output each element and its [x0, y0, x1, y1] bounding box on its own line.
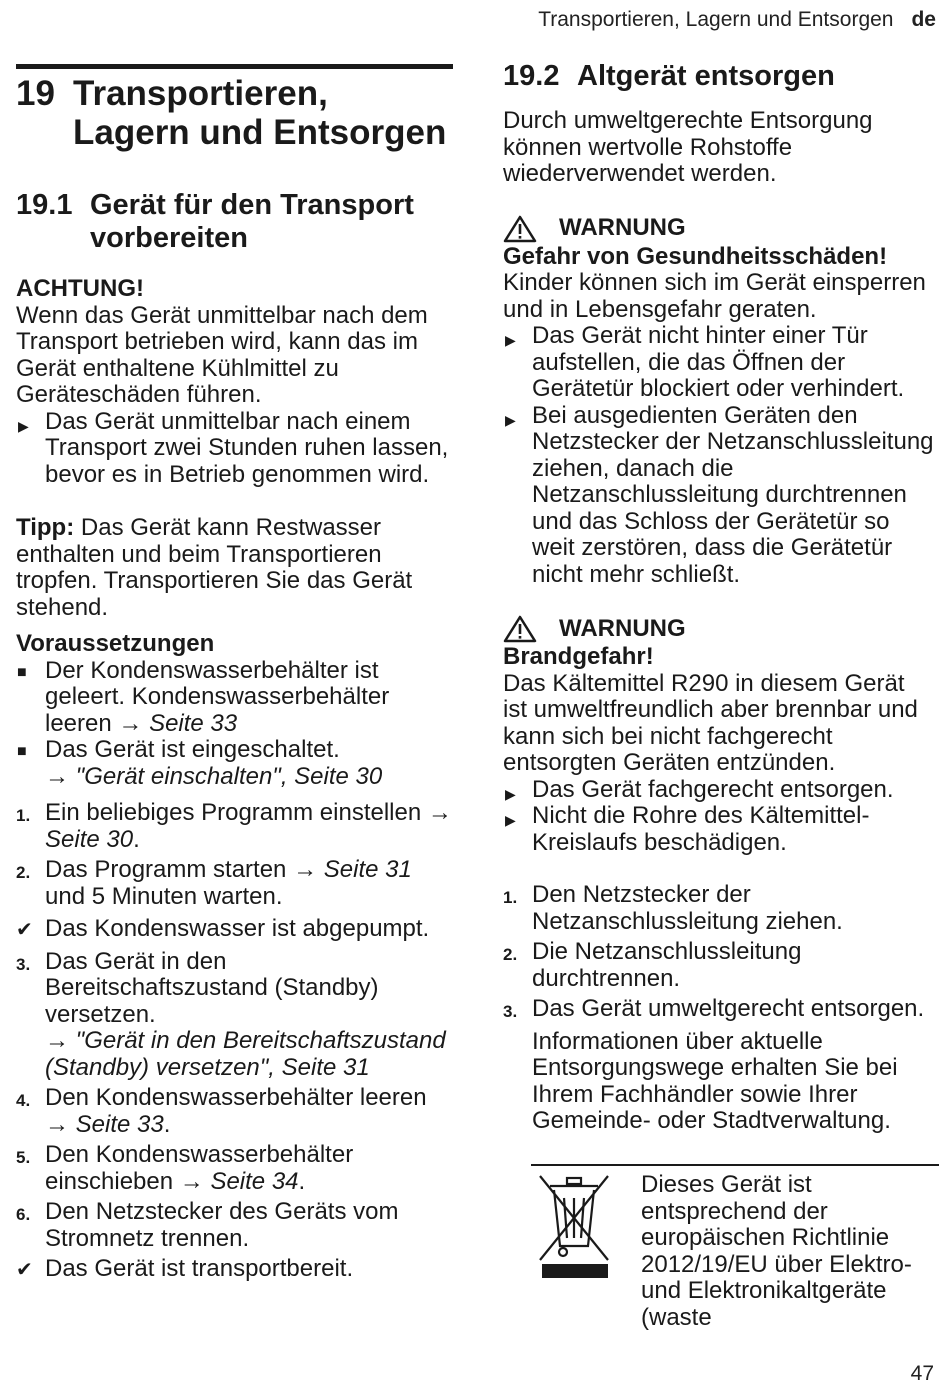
section-title-line2: vorbereiten: [90, 222, 248, 254]
arrow-icon: →: [179, 1167, 204, 1195]
square-bullet-icon: ■: [17, 663, 27, 681]
result-item: ✔ Das Gerät ist transportbereit.: [16, 1255, 354, 1282]
triangle-bullet-icon: ▶: [505, 785, 516, 802]
chapter-heading: [16, 74, 456, 152]
language-tag: de: [911, 8, 936, 31]
step-number: 3.: [16, 954, 31, 974]
page-reference[interactable]: Seite 34: [210, 1167, 299, 1195]
page-reference[interactable]: Seite 33: [149, 709, 238, 737]
chapter-number: 19: [16, 74, 55, 113]
crossed-out-bin-icon: [534, 1172, 614, 1284]
step-item: 6. Den Netzstecker des Geräts vom Stromnetz trennen.: [16, 1198, 399, 1252]
section-number: 19.2: [503, 60, 560, 92]
prereq-item: ■ Das Gerät ist eingeschaltet. → "Gerät einschalten", Seite 30: [17, 736, 383, 790]
tip-label: Tipp:: [16, 514, 75, 541]
chapter-title-line1: Transportieren,: [73, 74, 328, 113]
square-bullet-icon: ■: [17, 743, 27, 760]
triangle-bullet-icon: ▶: [505, 332, 516, 348]
section-heading-transport: [16, 189, 456, 255]
step-number: 5.: [16, 1148, 31, 1167]
warning-action: ▶ Das Gerät nicht hinter einer Tür aufstellen, die das Öffnen der Gerätetür blockiert oder verhindert.: [505, 322, 905, 402]
step-number: 4.: [16, 1091, 31, 1110]
weee-text: Dieses Gerät ist entsprechend der europäischen Richtlinie 2012/19/EU über Elektro- und Elektronikaltgeräte (waste: [641, 1171, 912, 1331]
step-number: 2.: [16, 863, 31, 882]
check-icon: ✔: [16, 919, 33, 941]
warning-action: ▶ Das Gerät fachgerecht entsorgen.: [503, 777, 935, 804]
caution-action: ▶ Das Gerät unmittelbar nach einem Transport zwei Stunden ruhen lassen, bevor es in Betrieb genommen wird.: [18, 407, 449, 488]
caution-text: Wenn das Gerät unmittelbar nach dem Transport betrieben wird, kann das im Gerät enthaltene Kühlmittel zu Geräteschäden führen.: [16, 301, 428, 408]
prereq-label: Voraussetzungen: [16, 630, 215, 657]
tip-box: [16, 515, 454, 621]
page-reference[interactable]: "Gerät einschalten", Seite 30: [75, 762, 383, 790]
prereq-item: ■ Der Kondenswasserbehälter ist geleert. Kondenswasserbehälter leeren → Seite 33: [17, 656, 390, 737]
page-reference[interactable]: "Gerät in den Bereitschaftszustand (Standby) versetzen", Seite 31: [45, 1027, 446, 1081]
page-reference[interactable]: Seite 30: [45, 825, 134, 853]
warning-action: ▶ Nicht die Rohre des Kältemittel-Kreislaufs beschädigen.: [505, 802, 870, 856]
arrow-icon: →: [293, 856, 318, 883]
warning-label: WARNUNG: [559, 614, 686, 642]
warning-text: Das Kältemittel R290 in diesem Gerät ist umweltfreundlich aber brennbar und kann sich bei nicht fachgerecht entsorgten Geräten entzünden.: [503, 669, 918, 776]
warning-triangle-icon: [503, 215, 537, 243]
warning-triangle-icon: [503, 615, 537, 643]
step-item: 1. Ein beliebiges Programm einstellen → Seite 30.: [16, 799, 452, 853]
step-number: 6.: [16, 1205, 31, 1224]
triangle-bullet-icon: ▶: [18, 417, 29, 434]
warning-header: [503, 214, 935, 244]
arrow-icon: →: [118, 709, 143, 737]
disposal-info: Informationen über aktuelle Entsorgungswege erhalten Sie bei Ihrem Fachhändler sowie Ihrer Gemeinde- oder Stadtverwaltung.: [532, 1027, 898, 1134]
section-heading-disposal: [503, 60, 939, 93]
triangle-bullet-icon: ▶: [505, 812, 516, 828]
weee-divider: [531, 1164, 939, 1166]
arrow-icon: →: [427, 799, 452, 826]
step-number: 3.: [503, 1002, 518, 1021]
step-item: 3. Das Gerät umweltgerecht entsorgen.: [503, 996, 935, 1023]
page-reference[interactable]: Seite 31: [323, 856, 412, 883]
step-item: 1. Den Netzstecker der Netzanschlussleitung ziehen.: [503, 881, 843, 935]
chapter-title-line2: Lagern und Entsorgen: [73, 113, 447, 152]
section-title-line1: Gerät für den Transport: [90, 189, 414, 221]
section-number: 19.1: [16, 189, 73, 221]
warning-action: ▶ Bei ausgedienten Geräten den Netzstecker der Netzanschlussleitung ziehen, danach die Netzanschlussleitung durchtrennen und das Schloss der Gerätetür so weit zerstören, dass die Gerätetür nicht mehr schließt.: [505, 401, 934, 588]
disposal-intro: Durch umweltgerechte Entsorgung können wertvolle Rohstoffe wiederverwendet werden.: [503, 107, 873, 187]
caution-label: ACHTUNG!: [16, 275, 144, 302]
step-item: 4. Den Kondenswasserbehälter leeren → Seite 33.: [16, 1084, 427, 1138]
triangle-bullet-icon: ▶: [505, 411, 516, 428]
warning-label: WARNUNG: [559, 214, 686, 242]
arrow-icon: →: [45, 1027, 69, 1054]
header-title: Transportieren, Lagern und Entsorgen: [538, 8, 894, 31]
chapter-rule: [16, 64, 453, 69]
check-icon: ✔: [16, 1259, 33, 1281]
step-item: 5. Den Kondenswasserbehälter einschieben → Seite 34.: [16, 1141, 354, 1195]
warning-text: Kinder können sich im Gerät einsperren und in Lebensgefahr geraten.: [503, 269, 926, 323]
step-number: 2.: [503, 945, 518, 964]
arrow-icon: →: [45, 762, 69, 790]
page-number: 47: [910, 1362, 934, 1385]
arrow-icon: →: [45, 1110, 69, 1138]
step-number: 1.: [503, 888, 518, 907]
disposal-content: [503, 108, 935, 1135]
result-item: ✔ Das Kondenswasser ist abgepumpt.: [16, 915, 430, 942]
transport-content: [16, 276, 454, 1283]
step-number: 1.: [16, 806, 31, 825]
warning-subtitle: Gefahr von Gesundheitsschäden!: [503, 242, 888, 270]
warning-header: [503, 614, 935, 644]
step-item: 3. Das Gerät in den Bereitschaftszustand (Standby) versetzen. → "Gerät in den Bereitschaftszustand (Standby) versetzen", Seite 31: [16, 947, 446, 1081]
running-header: [538, 8, 936, 32]
warning-subtitle: Brandgefahr!: [503, 643, 654, 670]
tip-text: Das Gerät kann Restwasser enthalten und beim Transportieren tropfen. Transportieren Sie das Gerät stehend.: [16, 514, 413, 621]
step-item: 2. Die Netzanschlussleitung durchtrennen.: [503, 938, 802, 992]
step-item: 2. Das Programm starten → Seite 31 und 5 Minuten warten.: [16, 856, 412, 910]
section-title: Altgerät entsorgen: [577, 60, 835, 92]
page-reference[interactable]: Seite 33: [75, 1110, 164, 1138]
